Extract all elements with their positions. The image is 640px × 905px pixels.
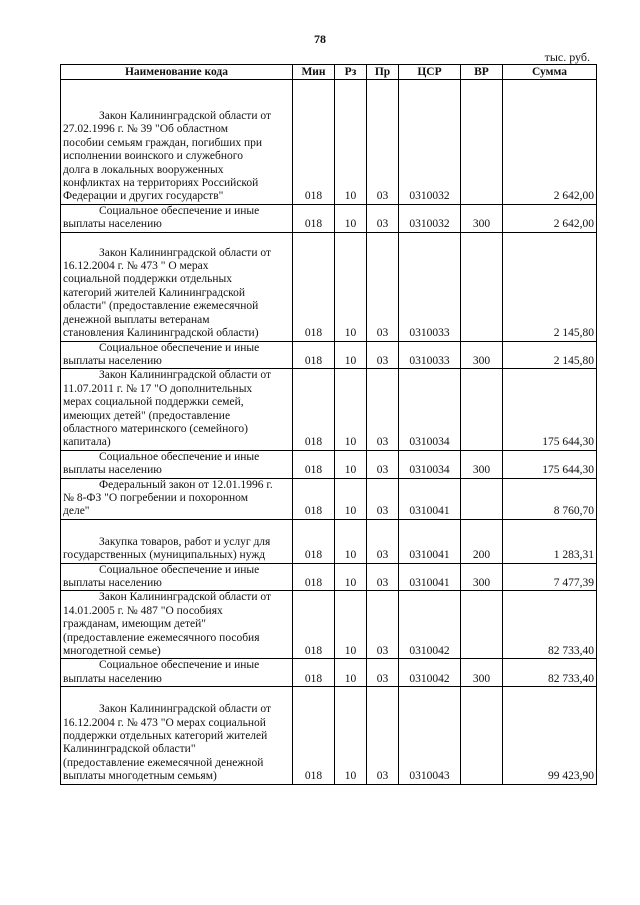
cell-vr: 200 <box>461 519 503 563</box>
row-name <box>61 204 293 232</box>
row-name-line: Калининградской области" <box>63 743 196 756</box>
cell-min: 018 <box>293 80 335 205</box>
cell-vr <box>461 478 503 519</box>
row-name <box>61 450 293 478</box>
header-sum: Сумма <box>503 65 597 80</box>
cell-rz: 10 <box>335 591 367 659</box>
cell-min: 018 <box>293 563 335 591</box>
row-name <box>61 687 293 784</box>
row-name-line: Закон Калининградской области от <box>99 369 271 382</box>
cell-rz: 10 <box>335 563 367 591</box>
row-name-line: Федеральный закон от 12.01.1996 г. <box>99 478 273 491</box>
table-row <box>61 204 597 232</box>
cell-rz: 10 <box>335 369 367 450</box>
row-name-line: 16.12.2004 г. № 473 "О мерах социальной <box>63 716 266 729</box>
row-name-line: социальной поддержки отдельных <box>63 273 233 286</box>
table-body <box>61 80 597 785</box>
cell-pr: 03 <box>367 204 399 232</box>
table-row <box>61 519 597 563</box>
cell-sum: 2 642,00 <box>503 204 597 232</box>
row-name-line: имеющих детей" (предоставление <box>63 409 231 422</box>
row-name <box>61 478 293 519</box>
row-name-line: мерах социальной поддержки семей, <box>63 396 244 409</box>
cell-min: 018 <box>293 369 335 450</box>
row-name <box>61 519 293 563</box>
cell-sum: 8 760,70 <box>503 478 597 519</box>
table-row <box>61 341 597 369</box>
row-name-line: Закон Калининградской области от <box>99 246 271 259</box>
table-header-row <box>61 65 597 80</box>
row-name-line: капитала) <box>63 436 111 449</box>
row-name-line: государственных (муниципальных) нужд <box>63 549 266 562</box>
row-name <box>61 341 293 369</box>
cell-rz: 10 <box>335 204 367 232</box>
row-name-line: (предоставление ежемесячной денежной <box>63 756 264 769</box>
row-name-line: 27.02.1996 г. № 39 "Об областном <box>63 123 228 136</box>
cell-vr: 300 <box>461 341 503 369</box>
cell-csr: 0310032 <box>399 80 461 205</box>
row-name <box>61 80 293 205</box>
row-name-line: 14.01.2005 г. № 487 "О пособиях <box>63 604 223 617</box>
cell-pr: 03 <box>367 232 399 341</box>
cell-csr: 0310033 <box>399 232 461 341</box>
cell-vr: 300 <box>461 659 503 687</box>
cell-rz: 10 <box>335 450 367 478</box>
cell-sum: 2 145,80 <box>503 341 597 369</box>
cell-vr <box>461 591 503 659</box>
cell-vr <box>461 232 503 341</box>
row-name-line: Федерации и других государств" <box>63 190 224 203</box>
cell-min: 018 <box>293 204 335 232</box>
budget-table <box>60 64 597 785</box>
cell-pr: 03 <box>367 659 399 687</box>
table-row <box>61 232 597 341</box>
cell-rz: 10 <box>335 341 367 369</box>
row-name-line: Закон Калининградской области от <box>99 110 271 122</box>
cell-pr: 03 <box>367 478 399 519</box>
cell-sum: 7 477,39 <box>503 563 597 591</box>
row-name-line: денежной выплаты ветеранам <box>63 313 210 326</box>
table-row <box>61 659 597 687</box>
cell-rz: 10 <box>335 659 367 687</box>
cell-pr: 03 <box>367 591 399 659</box>
row-name-line: Социальное обеспечение и иные <box>99 204 260 217</box>
row-name-line: Закупка товаров, работ и услуг для <box>99 535 271 548</box>
row-name-line: выплаты населению <box>63 577 162 589</box>
cell-rz: 10 <box>335 232 367 341</box>
row-name-line: выплаты населению <box>63 464 162 477</box>
row-name <box>61 659 293 687</box>
header-rz: Рз <box>335 65 367 80</box>
cell-sum: 1 283,31 <box>503 519 597 563</box>
cell-sum: 82 733,40 <box>503 659 597 687</box>
cell-pr: 03 <box>367 450 399 478</box>
table-row <box>61 450 597 478</box>
cell-pr: 03 <box>367 563 399 591</box>
row-name-line: Закон Калининградской области от <box>99 703 271 716</box>
cell-rz: 10 <box>335 687 367 784</box>
page-number: 78 <box>314 32 326 46</box>
cell-pr: 03 <box>367 687 399 784</box>
cell-min: 018 <box>293 687 335 784</box>
row-name-line: многодетной семье) <box>63 645 161 658</box>
cell-csr: 0310042 <box>399 659 461 687</box>
cell-sum: 175 644,30 <box>503 369 597 450</box>
cell-min: 018 <box>293 341 335 369</box>
row-name-line: Социальное обеспечение и иные <box>99 341 260 354</box>
row-name-line: поддержки отдельных категорий жителей <box>63 730 268 743</box>
table-row <box>61 563 597 591</box>
row-name-line: (предоставление ежемесячного пособия <box>63 631 260 644</box>
cell-min: 018 <box>293 450 335 478</box>
cell-sum: 2 642,00 <box>503 80 597 205</box>
cell-rz: 10 <box>335 80 367 205</box>
cell-vr <box>461 687 503 784</box>
cell-csr: 0310041 <box>399 519 461 563</box>
table-row <box>61 591 597 659</box>
cell-sum: 99 423,90 <box>503 687 597 784</box>
cell-min: 018 <box>293 232 335 341</box>
cell-min: 018 <box>293 519 335 563</box>
cell-csr: 0310042 <box>399 591 461 659</box>
cell-vr <box>461 80 503 205</box>
cell-rz: 10 <box>335 478 367 519</box>
cell-csr: 0310032 <box>399 204 461 232</box>
row-name-line: области" (предоставление ежемесячной <box>63 300 259 313</box>
cell-min: 018 <box>293 591 335 659</box>
cell-csr: 0310034 <box>399 450 461 478</box>
row-name-line: Социальное обеспечение и иные <box>99 659 260 672</box>
cell-rz: 10 <box>335 519 367 563</box>
cell-pr: 03 <box>367 519 399 563</box>
row-name-line: Закон Калининградской области от <box>99 591 271 604</box>
row-name-line: выплаты населению <box>63 218 162 231</box>
row-name <box>61 369 293 450</box>
cell-csr: 0310034 <box>399 369 461 450</box>
row-name-line: Социальное обеспечение и иные <box>99 450 260 463</box>
row-name-line: деле" <box>63 505 90 518</box>
table-row <box>61 478 597 519</box>
row-name-line: становления Калининградской области) <box>63 327 259 340</box>
cell-vr: 300 <box>461 204 503 232</box>
row-name-line: выплаты населению <box>63 354 162 367</box>
header-pr: Пр <box>367 65 399 80</box>
row-name-line: исполнении воинского и служебного <box>63 150 243 163</box>
row-name <box>61 232 293 341</box>
header-csr: ЦСР <box>399 65 461 80</box>
row-name-line: конфликтах на территориях Российской <box>63 177 259 190</box>
cell-csr: 0310033 <box>399 341 461 369</box>
row-name-line: долга в локальных вооруженных <box>63 163 224 176</box>
cell-csr: 0310041 <box>399 563 461 591</box>
cell-min: 018 <box>293 659 335 687</box>
cell-sum: 175 644,30 <box>503 450 597 478</box>
cell-vr: 300 <box>461 450 503 478</box>
row-name-line: 11.07.2011 г. № 17 "О дополнительных <box>63 382 253 395</box>
cell-sum: 2 145,80 <box>503 232 597 341</box>
cell-csr: 0310041 <box>399 478 461 519</box>
cell-vr <box>461 369 503 450</box>
row-name <box>61 591 293 659</box>
table-row <box>61 80 597 205</box>
row-name-line: выплаты многодетным семьям) <box>63 770 217 783</box>
row-name-line: пособии семьям граждан, погибших при <box>63 136 263 149</box>
cell-pr: 03 <box>367 369 399 450</box>
row-name-line: № 8-ФЗ "О погребении и похоронном <box>63 491 248 504</box>
row-name-line: 16.12.2004 г. № 473 " О мерах <box>63 260 209 273</box>
cell-pr: 03 <box>367 341 399 369</box>
header-vr: ВР <box>461 65 503 80</box>
units-label: тыс. руб. <box>544 50 590 64</box>
row-name-line: выплаты населению <box>63 672 162 685</box>
cell-csr: 0310043 <box>399 687 461 784</box>
row-name-line: областного материнского (семейного) <box>63 422 248 435</box>
row-name <box>61 563 293 591</box>
table-row <box>61 369 597 450</box>
table-row <box>61 687 597 784</box>
row-name-line: категорий жителей Калининградской <box>63 286 246 299</box>
row-name-line: гражданам, имеющим детей" <box>63 618 206 631</box>
cell-sum: 82 733,40 <box>503 591 597 659</box>
cell-pr: 03 <box>367 80 399 205</box>
row-name-line: Социальное обеспечение и иные <box>99 563 260 576</box>
cell-vr: 300 <box>461 563 503 591</box>
cell-min: 018 <box>293 478 335 519</box>
header-min: Мин <box>293 65 335 80</box>
header-name: Наименование кода <box>61 65 293 80</box>
